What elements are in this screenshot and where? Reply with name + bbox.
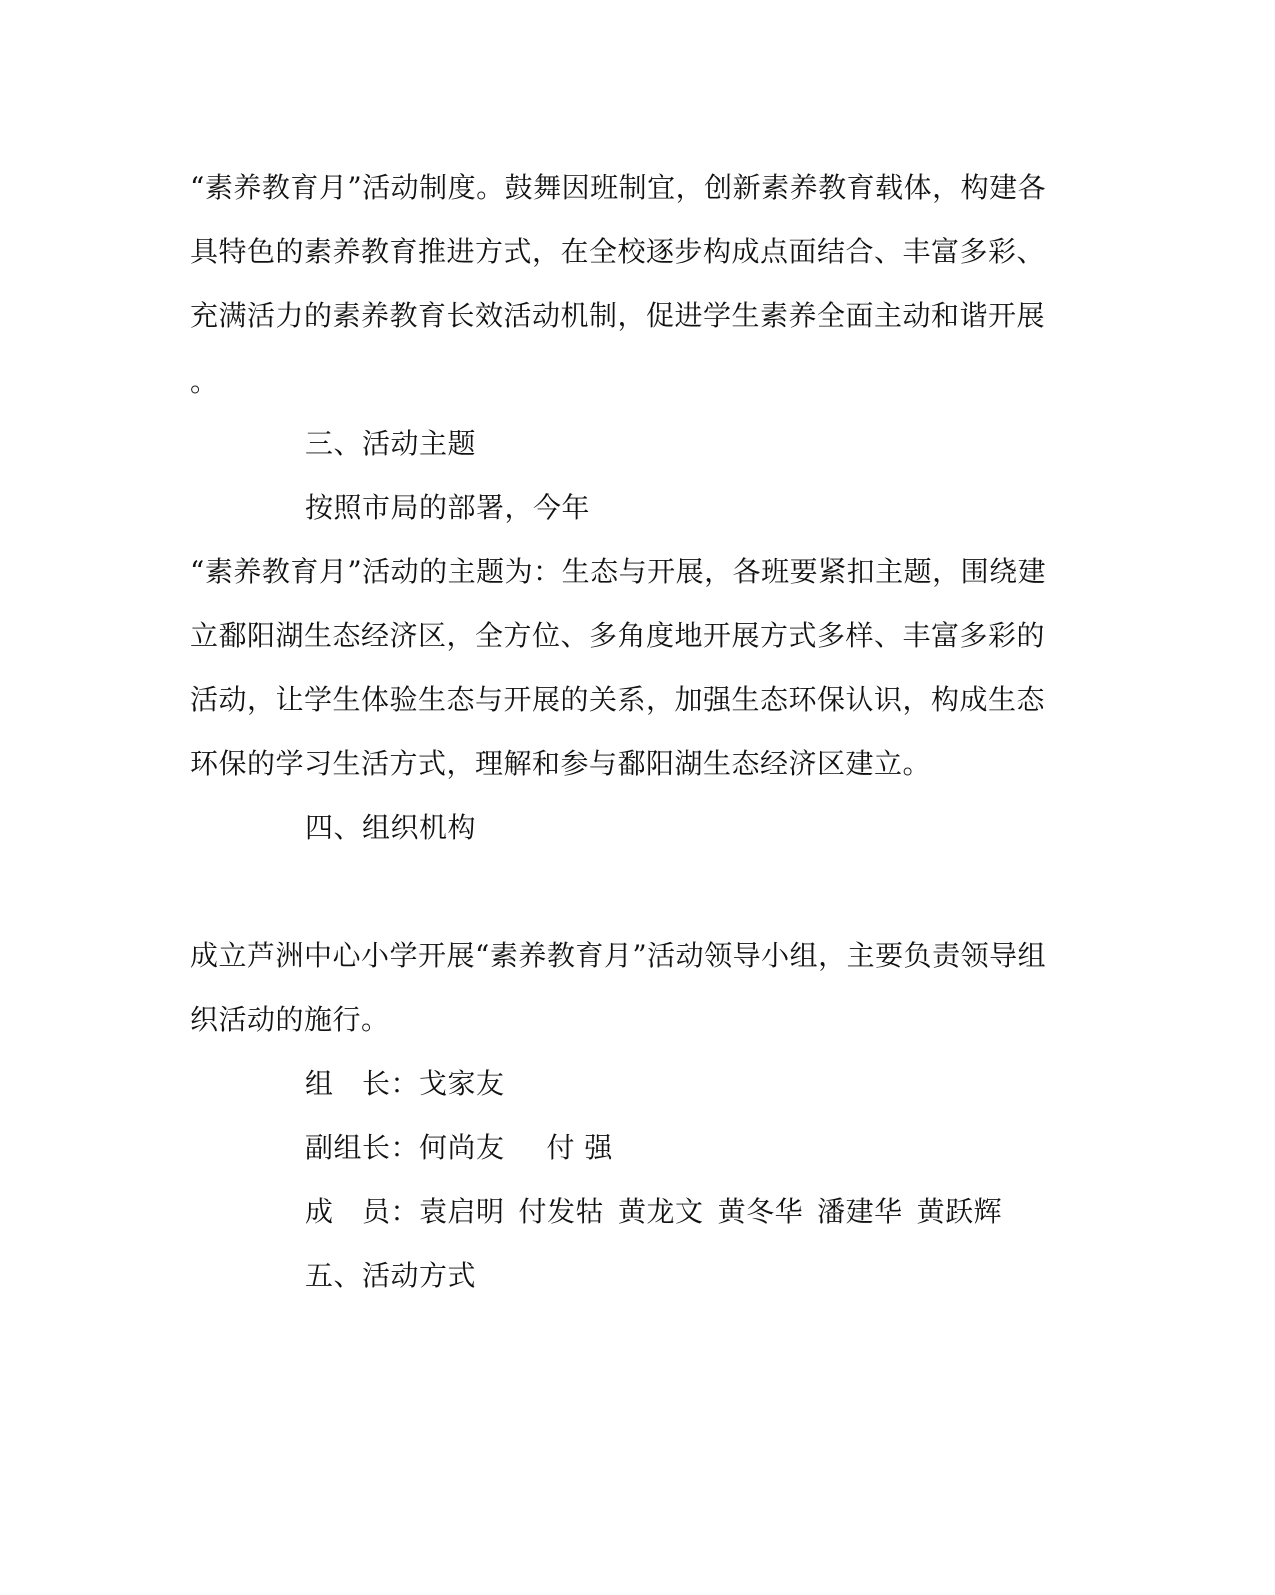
paragraph-1-line-2: 具特色的素养教育推进方式，在全校逐步构成点面结合、丰富多彩、 xyxy=(190,235,1046,268)
deputy-name-1: 何尚友 xyxy=(419,1131,505,1164)
paragraph-1-line-3: 充满活力的素养教育长效活动机制，促进学生素养全面主动和谐开展 xyxy=(190,299,1046,332)
member-name: 黄龙文 xyxy=(618,1195,704,1228)
leader-label: 组 长： xyxy=(305,1067,420,1100)
member-name: 付发牯 xyxy=(518,1195,605,1228)
leader-row xyxy=(305,1064,505,1104)
member-name: 袁启明 xyxy=(419,1195,505,1228)
paragraph-3-line-1: 成立芦洲中心小学开展“素养教育月”活动领导小组，主要负责领导组 xyxy=(190,939,1047,972)
paragraph-1-line-4: 。 xyxy=(190,365,219,398)
deputy-label: 副组长： xyxy=(305,1131,420,1164)
members-label: 成 员： xyxy=(305,1195,420,1228)
section-heading-4: 四、组织机构 xyxy=(305,811,477,844)
paragraph-2-line-2: 立鄱阳湖生态经济区，全方位、多角度地开展方式多样、丰富多彩的 xyxy=(190,619,1046,652)
deputy-row xyxy=(305,1128,613,1168)
paragraph-1-line-1: “素养教育月”活动制度。鼓舞因班制宜，创新素养教育载体，构建各 xyxy=(190,171,1047,204)
paragraph-2-line-1: “素养教育月”活动的主题为：生态与开展，各班要紧扣主题，围绕建 xyxy=(190,555,1047,588)
paragraph-3-line-2: 织活动的施行。 xyxy=(190,1003,390,1036)
paragraph-2-line-3: 活动，让学生体验生态与开展的关系，加强生态环保认识，构成生态 xyxy=(190,683,1046,716)
paragraph-2-lead: 按照市局的部署，今年 xyxy=(305,491,591,524)
section-heading-3: 三、活动主题 xyxy=(305,427,477,460)
member-name: 黄冬华 xyxy=(717,1195,804,1228)
members-row xyxy=(305,1192,1016,1232)
member-name: 黄跃辉 xyxy=(916,1195,1003,1228)
paragraph-2-line-4: 环保的学习生活方式，理解和参与鄱阳湖生态经济区建立。 xyxy=(190,747,932,780)
leader-name: 戈家友 xyxy=(419,1067,505,1100)
member-name: 潘建华 xyxy=(817,1195,903,1228)
section-heading-5: 五、活动方式 xyxy=(305,1259,477,1292)
deputy-name-2: 付 强 xyxy=(546,1131,613,1164)
